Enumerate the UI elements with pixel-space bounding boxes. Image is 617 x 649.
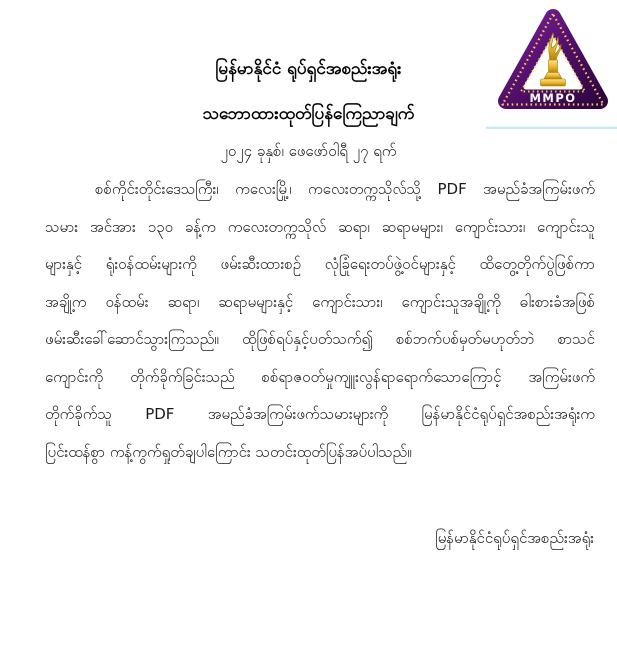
body-line: သမား အင်အား ၁၃၀ ခန့်က ကလေးတက္ကသိုလ် ဆရာ၊ ဆရာမများ၊ ကျောင်းသား၊ ကျောင်းသူ: [45, 217, 595, 236]
body-line: ပြင်းထန်စွာ ကန့်ကွက်ရှုတ်ချပါကြောင်း သတင်းထုတ်ပြန်အပ်ပါသည်။: [45, 442, 412, 461]
body-line: များနှင့် ရုံးဝန်ထမ်းများကို ဖမ်းဆီးထားစဉ် လုံခြုံရေးတပ်ဖွဲ့ဝင်များနှင့် ထိတွေ့တိုက်ပွဲဖြစ်ကာ: [45, 255, 595, 273]
logo-acronym: MMPO: [529, 91, 577, 105]
body-line: အချို့က ဝန်ထမ်း ဆရာ၊ ဆရာမများနှင့် ကျောင်းသား၊ ကျောင်းသူအချို့ကို ဓါးစားခံအဖြစ်: [45, 292, 595, 311]
body-paragraph: [45, 171, 595, 471]
document-title-line2: သဘောထားထုတ်ပြန်ကြေညာချက်: [202, 104, 415, 124]
title-block: [0, 47, 617, 137]
body-line: ကျောင်းကို တိုက်ခိုက်ခြင်းသည် စစ်ရာဇဝတ်မှုကျူးလွန်ရာရောက်သောကြောင့် အကြမ်းဖက်: [45, 367, 595, 386]
body-line: ဖမ်းဆီးခေါ်ဆောင်သွားကြသည်။ ထိုဖြစ်ရပ်နှင့်ပတ်သက်၍ စစ်ဘက်ပစ်မှတ်မဟုတ်ဘဲ စာသင်: [45, 330, 595, 348]
date-line: ၂၀၂၄ ခုနှစ်၊ ဖေဖော်ဝါရီ ၂၇ ရက်: [220, 142, 397, 160]
document-title-line1: မြန်မာနိုင်ငံ ရုပ်ရှင်အစည်းအရုံး: [215, 59, 402, 79]
signature-line: မြန်မာနိုင်ငံရုပ်ရှင်အစည်းအရုံး: [435, 529, 594, 547]
body-line: စစ်ကိုင်းတိုင်းဒေသကြီး၊ ကလေးမြို့၊ ကလေးတက္ကသိုလ်သို့ PDF အမည်ခံအကြမ်းဖက်: [95, 180, 595, 198]
body-line: တိုက်ခိုက်သူ PDF အမည်ခံအကြမ်းဖက်သမားများကို မြန်မာနိုင်ငံရုပ်ရှင်အစည်းအရုံးက: [45, 405, 595, 423]
